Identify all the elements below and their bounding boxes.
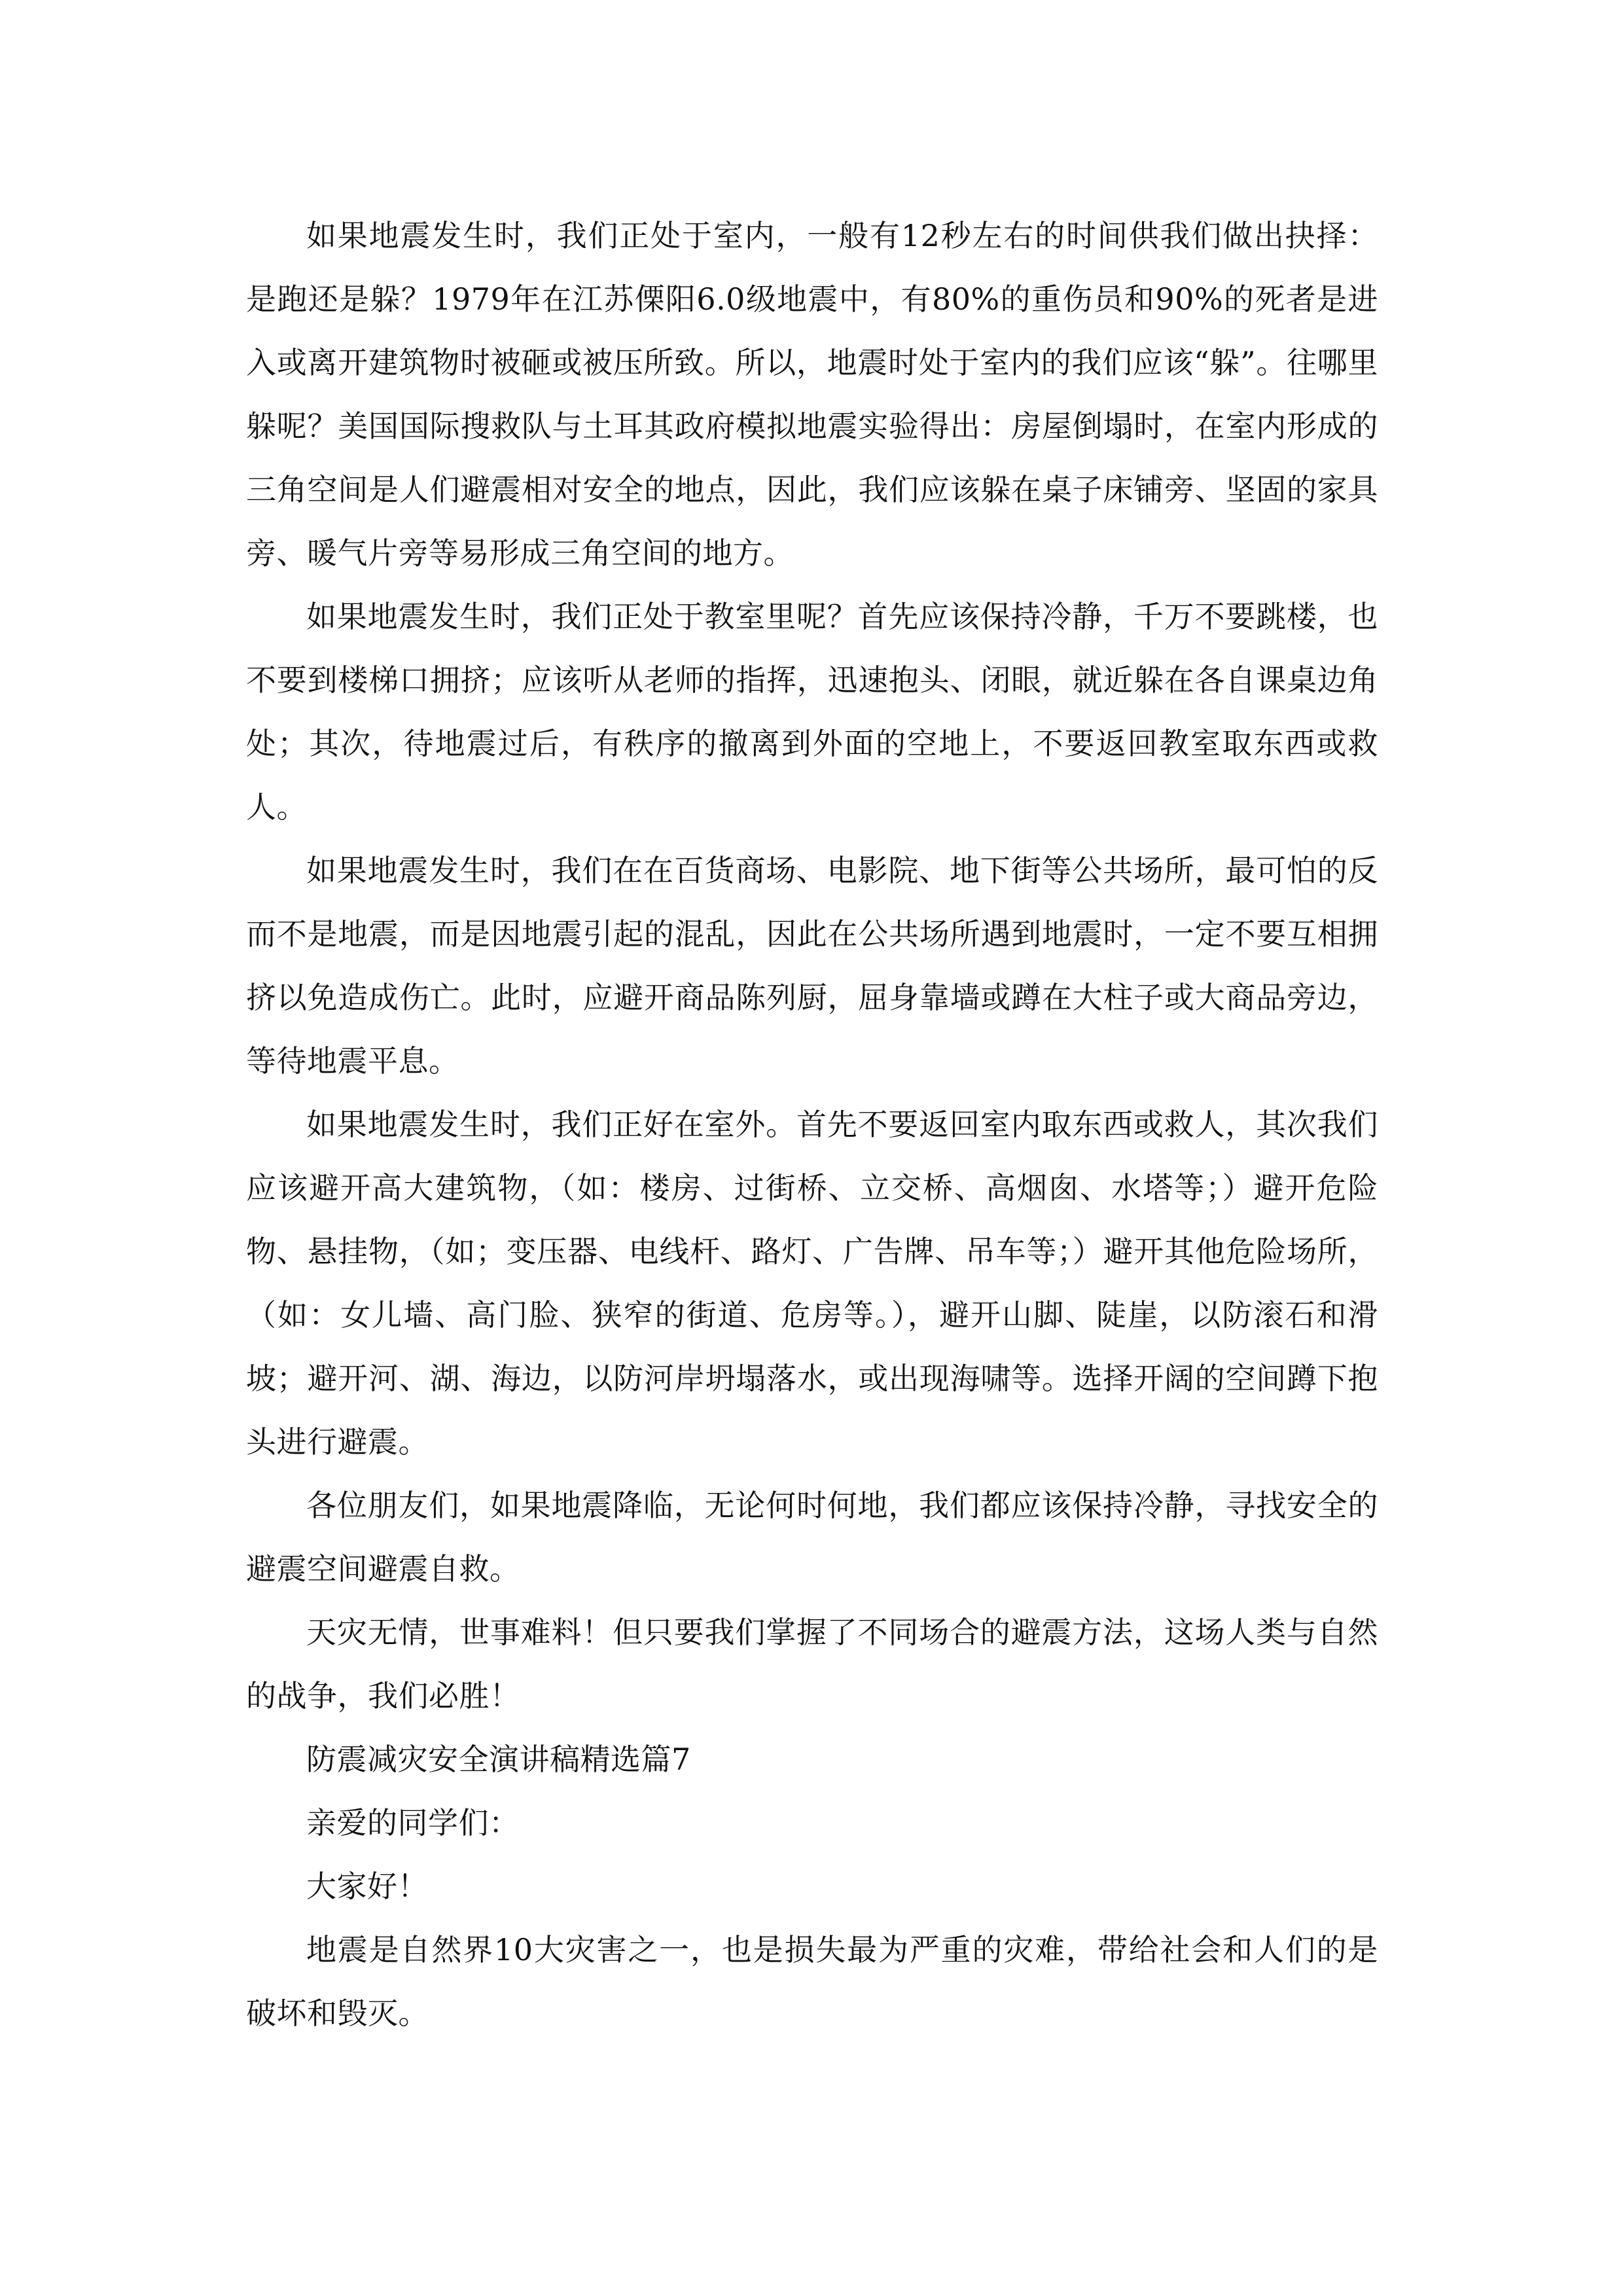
salutation: 亲爱的同学们： <box>306 1805 520 1840</box>
paragraph-introduction: 地震是自然界10大灾害之一，也是损失最为严重的灾难，带给社会和人们的是破坏和毁灭。 <box>246 1932 1378 2031</box>
paragraph-indoor-shelter: 如果地震发生时，我们正处于室内，一般有12秒左右的时间供我们做出抉择：是跑还是躲？1979年在江苏傈阳6.0级地震中，有80%的重伤员和90%的死者是进入或离开建筑物时被砸或被压所致。所以，地震时处于室内的我们应该“躲”。往哪里躲呢？美国国际搜救队与土耳其政府模拟地震实验得出：房屋倒塌时，在室内形成的三角空间是人们避震相对安全的地点，因此，我们应该躲在桌子床铺旁、坚固的家具旁、暖气片旁等易形成三角空间的地方。 <box>246 218 1378 571</box>
section-heading: 防震减灾安全演讲稿精选篇7 <box>306 1742 691 1777</box>
paragraph-outdoors: 如果地震发生时，我们正好在室外。首先不要返回室内取东西或救人，其次我们应该避开高大建筑物，（如：楼房、过街桥、立交桥、高烟囱、水塔等；）避开危险物、悬挂物，（如；变压器、电线杆、路灯、广告牌、吊车等；）避开其他危险场所，（如：女儿墙、高门脸、狭窄的街道、危房等。），避开山脚、陡崖，以防滚石和滑坡；避开河、湖、海边，以防河岸坍塌落水，或出现海啸等。选择开阔的空间蹲下抱头进行避震。 <box>246 1107 1378 1460</box>
document-body <box>246 204 1378 2045</box>
paragraph-stay-calm: 各位朋友们，如果地震降临，无论何时何地，我们都应该保持冷静，寻找安全的避震空间避震自救。 <box>246 1488 1378 1587</box>
paragraph-public-places: 如果地震发生时，我们在在百货商场、电影院、地下街等公共场所，最可怕的反而不是地震，而是因地震引起的混乱，因此在公共场所遇到地震时，一定不要互相拥挤以免造成伤亡。此时，应避开商品陈列厨，屈身靠墙或蹲在大柱子或大商品旁边，等待地震平息。 <box>246 853 1378 1079</box>
paragraph-conclusion: 天灾无情，世事难料！但只要我们掌握了不同场合的避震方法，这场人类与自然的战争，我们必胜！ <box>246 1615 1378 1713</box>
greeting: 大家好！ <box>306 1869 428 1904</box>
paragraph-classroom: 如果地震发生时，我们正处于教室里呢？首先应该保持冷静，千万不要跳楼，也不要到楼梯口拥挤；应该听从老师的指挥，迅速抱头、闭眼，就近躲在各自课桌边角处；其次，待地震过后，有秩序的撤离到外面的空地上，不要返回教室取东西或救人。 <box>246 599 1378 825</box>
